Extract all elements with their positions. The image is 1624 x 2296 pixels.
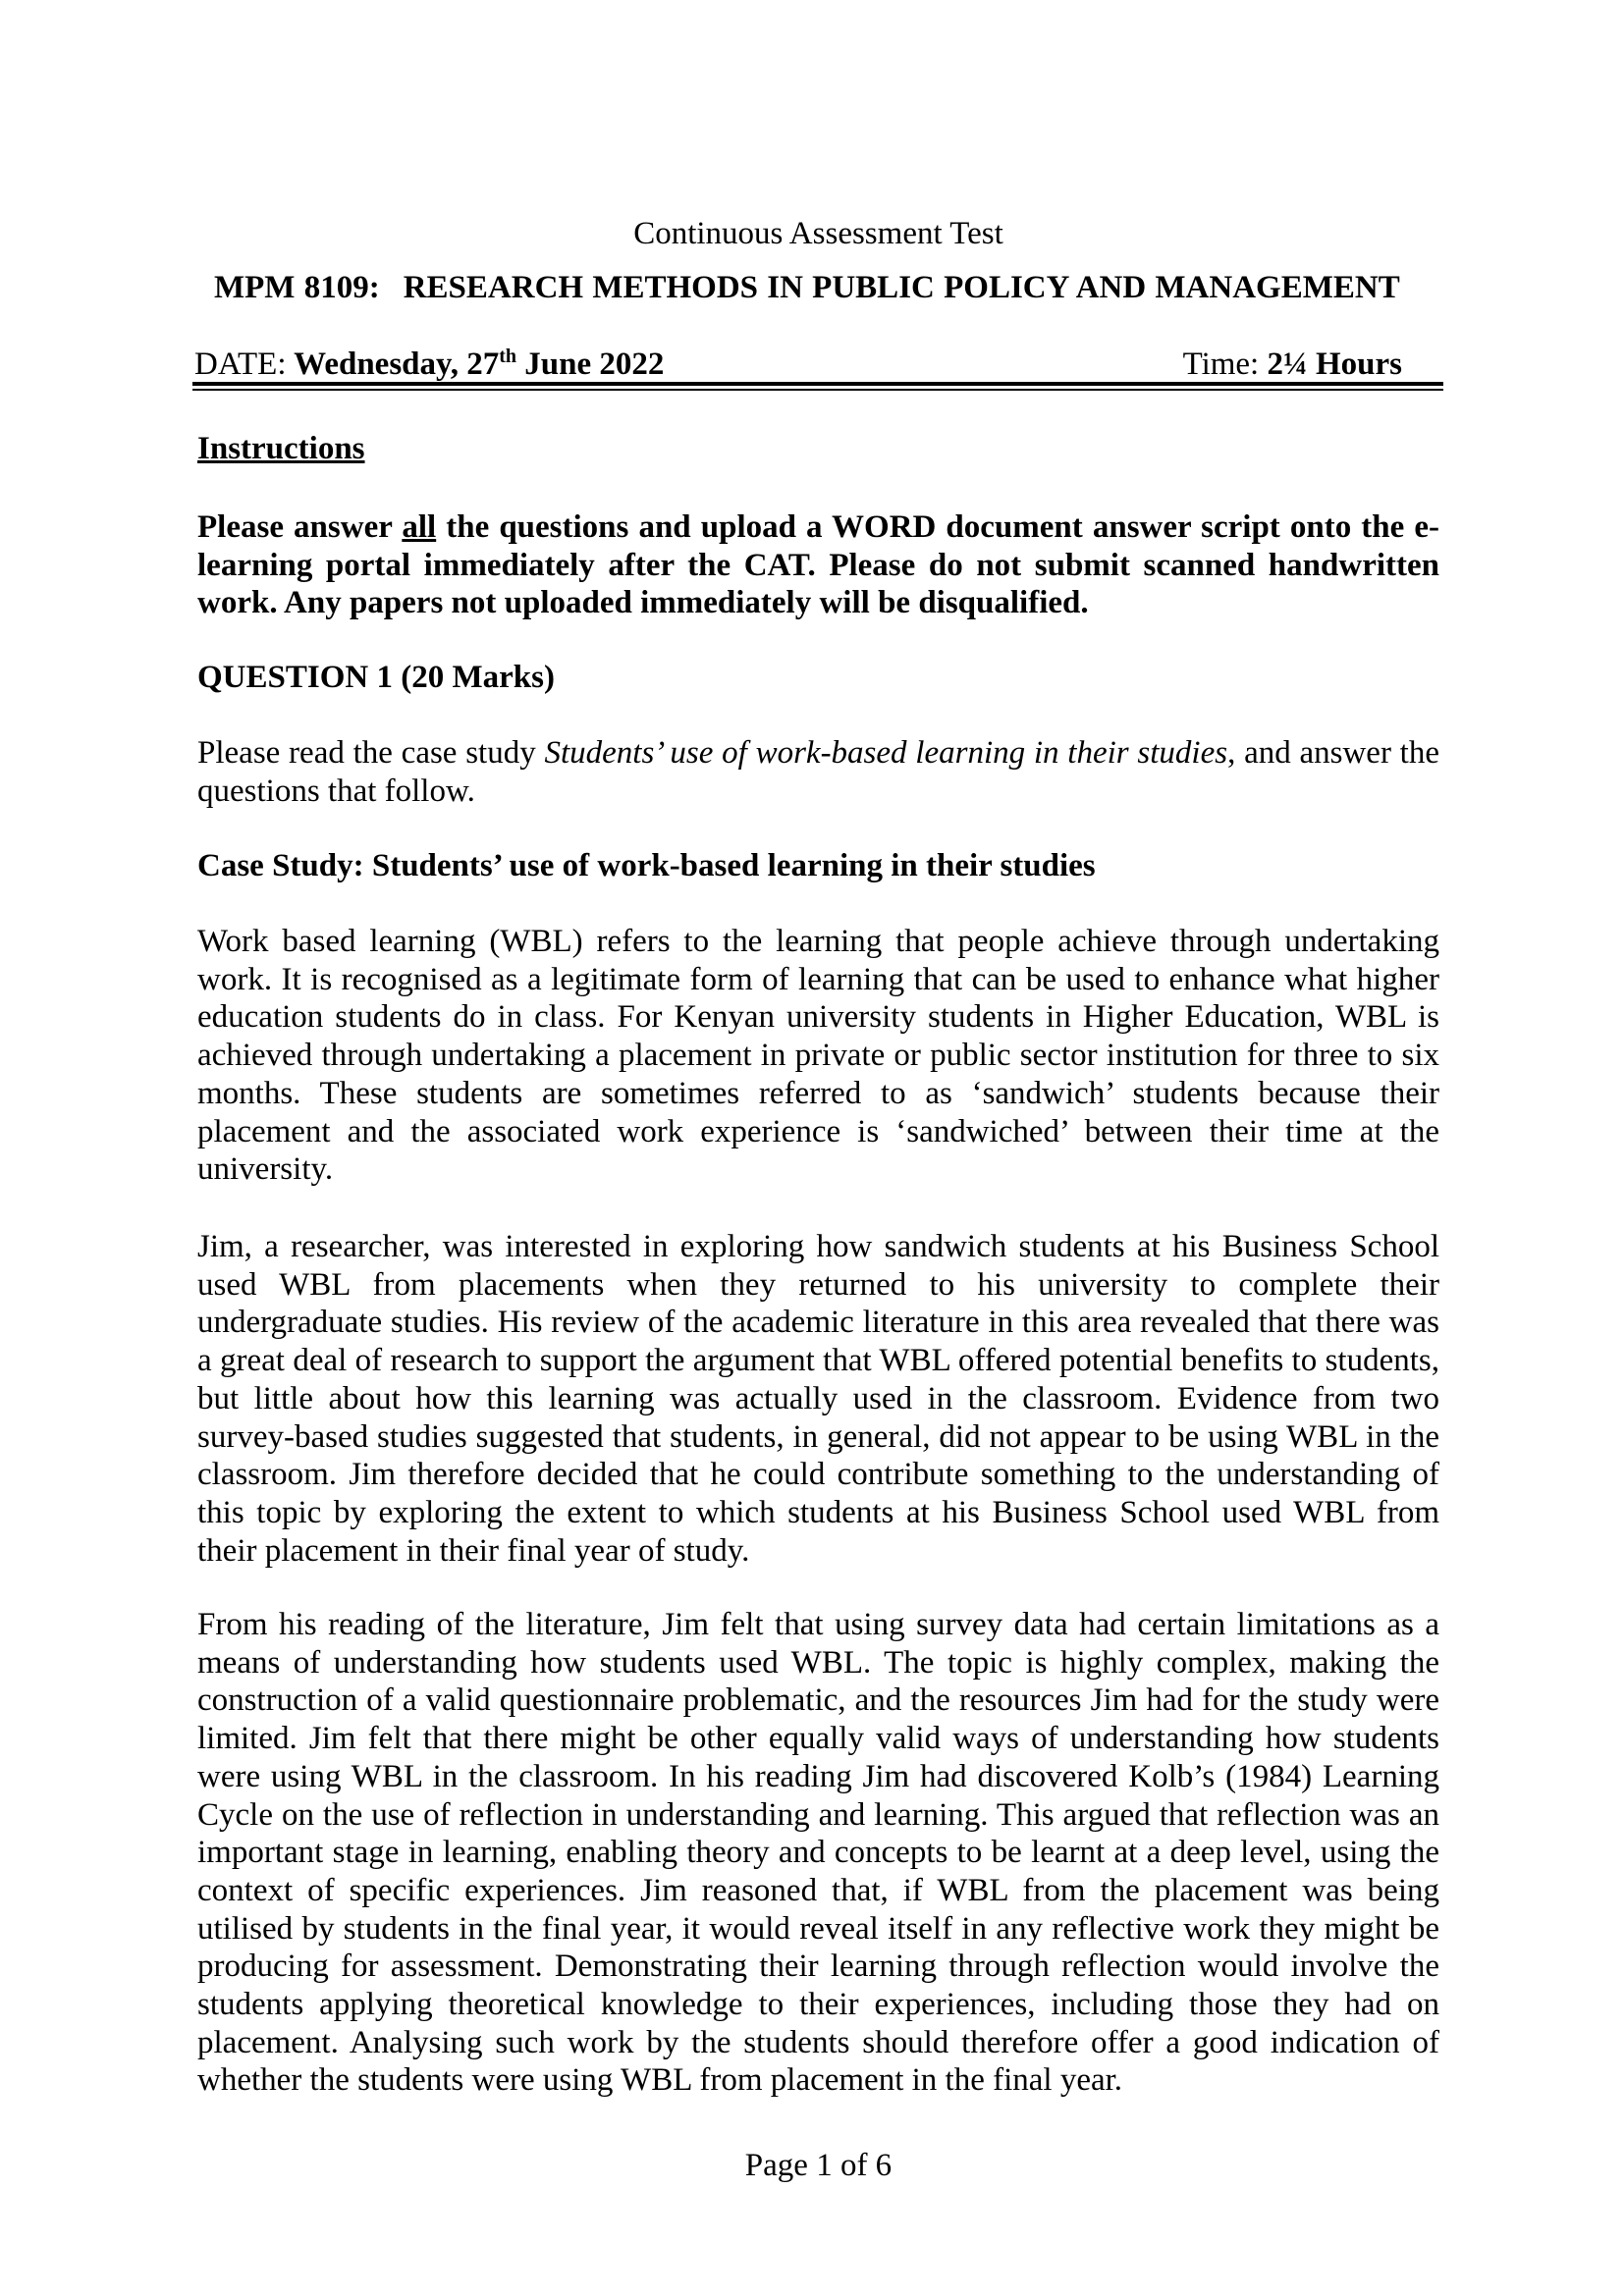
question-1-heading: QUESTION 1 (20 Marks) (197, 660, 555, 695)
intro-italic: Students’ use of work-based learning in their studies (544, 735, 1228, 771)
course-title: RESEARCH METHODS IN PUBLIC POLICY AND MANAGEMENT (403, 270, 1400, 305)
date-value (287, 347, 665, 382)
instr-underlined: all (402, 509, 437, 545)
case-paragraph-1: Work based learning (WBL) refers to the learning that people achieve through undertaking work. It is recognised as a legitimate form of learning that can be used to enhance what higher education students do in class. For Kenyan university students in Higher Education, WBL is achieved through undertaking a placement in private or public sector institution for three to six months. These students are sometimes referred to as ‘sandwich’ students because their placement and the associated work experience is ‘sandwiched’ between their time at the university. (197, 924, 1439, 1188)
time-field (1183, 346, 1402, 384)
date-value-main: Wednesday, 27 (286, 347, 500, 382)
instr-pre: Please answer (197, 509, 403, 545)
course-heading (214, 269, 1441, 307)
date-time-row (194, 346, 1402, 384)
instr-post: the questions and upload a WORD document answer script onto the e-learning portal immediately after the CAT. Please do not submit scanned handwritten work. Any papers not uploaded immediately will be disqualified. (197, 509, 1439, 621)
date-label: DATE: (194, 347, 287, 382)
intro-pre: Please read the case study (197, 735, 545, 771)
date-sup: th (499, 346, 517, 367)
date-value-rest: June 2022 (516, 347, 665, 382)
time-label: Time: (1182, 347, 1260, 382)
question-1-intro (197, 734, 1439, 810)
header-double-rule (192, 382, 1443, 391)
page-number: Page 1 of 6 (744, 2148, 893, 2183)
course-code: MPM 8109: (214, 270, 380, 305)
instructions-text (197, 508, 1439, 622)
case-paragraph-3: From his reading of the literature, Jim felt that using survey data had certain limitations as a means of understanding how students used WBL. The topic is highly complex, making the construction of a valid questionnaire problematic, and the resources Jim had for the study were limited. Jim felt that there might be other equally valid ways of understanding how students were using WBL in the classroom. In his reading Jim had discovered Kolb’s (1984) Learning Cycle on the use of reflection in understanding and learning. This argued that reflection was an important stage in learning, enabling theory and concepts to be learnt at a deep level, using the context of specific experiences. Jim reasoned that, if WBL from the placement was being utilised by students in the final year, it would reveal itself in any reflective work they might be producing for assessment. Demonstrating their learning through reflection would involve the students applying theoretical knowledge to their experiences, including those they had on placement. Analysing such work by the students should therefore offer a good indication of whether the students were using WBL from placement in the final year. (197, 1607, 1439, 2099)
case-paragraph-2: Jim, a researcher, was interested in exploring how sandwich students at his Business School used WBL from placements when they returned to his university to complete their undergraduate studies. His review of the academic literature in this area revealed that there was a great deal of research to support the argument that WBL offered potential benefits to students, but little about how this learning was actually used in the classroom. Evidence from two survey-based studies suggested that students, in general, did not appear to be using WBL in the classroom. Jim therefore decided that he could contribute something to the understanding of this topic by exploring the extent to which students at his Business School used WBL from their placement in their final year of study. (197, 1229, 1439, 1569)
intro-post: , and answer the questions that follow. (197, 735, 1439, 809)
time-value: 2¼ Hours (1259, 347, 1402, 382)
instructions-heading: Instructions (197, 431, 365, 466)
case-study-heading: Case Study: Students’ use of work-based learning in their studies (197, 848, 1096, 883)
document-subtitle: Continuous Assessment Test (633, 216, 1003, 251)
